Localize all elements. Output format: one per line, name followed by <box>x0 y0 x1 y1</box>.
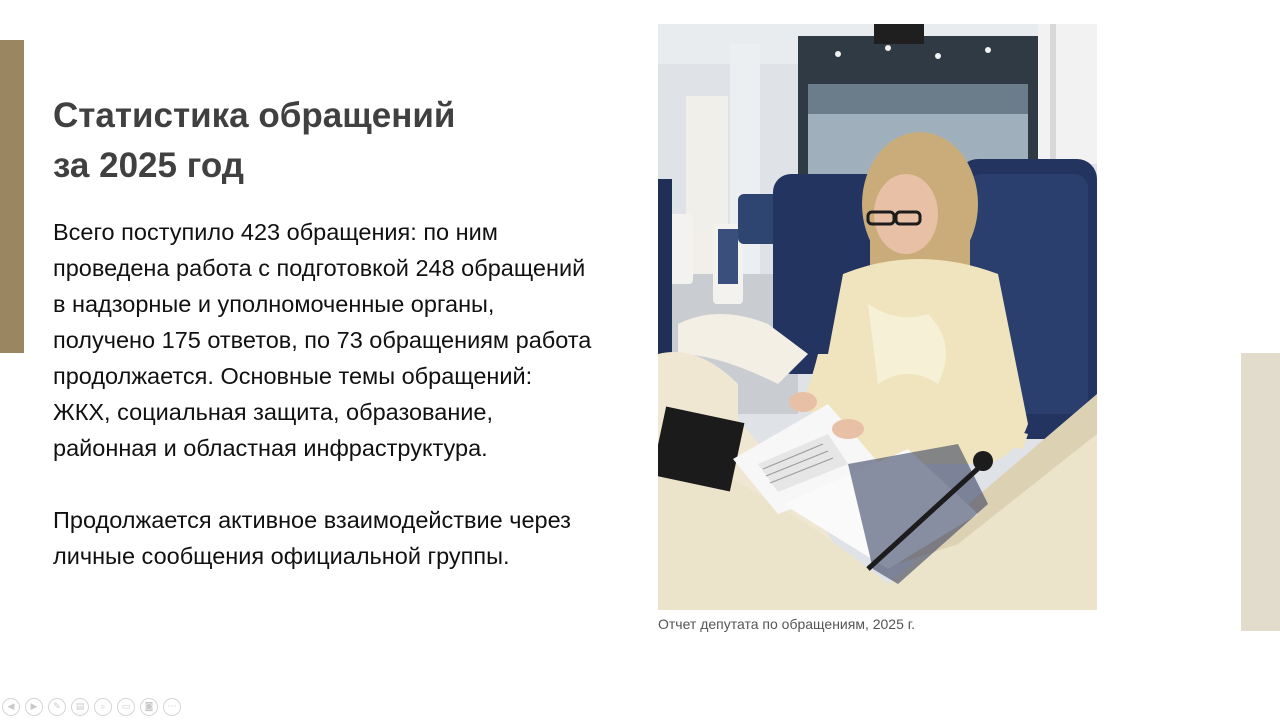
paragraph-interaction: Продолжается активное взаимодействие через личные сообщения официальной группы. <box>53 507 571 569</box>
slides-icon[interactable]: ▤ <box>71 698 89 716</box>
slide-title <box>53 91 613 191</box>
title-line-2: за 2025 год <box>53 146 244 185</box>
prev-icon[interactable]: ◀ <box>2 698 20 716</box>
pen-icon[interactable]: ✎ <box>48 698 66 716</box>
body-text <box>53 214 593 574</box>
photo-caption: Отчет депутата по обращениям, 2025 г. <box>658 616 916 632</box>
left-accent-bar <box>0 40 24 353</box>
right-accent-bar <box>1241 353 1280 631</box>
paragraph-statistics: Всего поступило 423 обращения: по ним проведена работа с подготовкой 248 обращений в надзорные и уполномоченные органы, получено 175 ответов, по 73 обращениям работа продолжается. Основные темы обращений: ЖКХ, социальная защита, образование, районная и областная инфраструктура. <box>53 219 592 461</box>
camera-icon[interactable]: ◙ <box>140 698 158 716</box>
title-line-1: Статистика обращений <box>53 96 456 135</box>
deputy-photo <box>658 24 1097 610</box>
zoom-icon[interactable]: ⌕ <box>94 698 112 716</box>
next-icon[interactable]: ▶ <box>25 698 43 716</box>
more-icon[interactable]: ⋯ <box>163 698 181 716</box>
presentation-toolbar <box>2 698 181 718</box>
subtitles-icon[interactable]: ▭ <box>117 698 135 716</box>
